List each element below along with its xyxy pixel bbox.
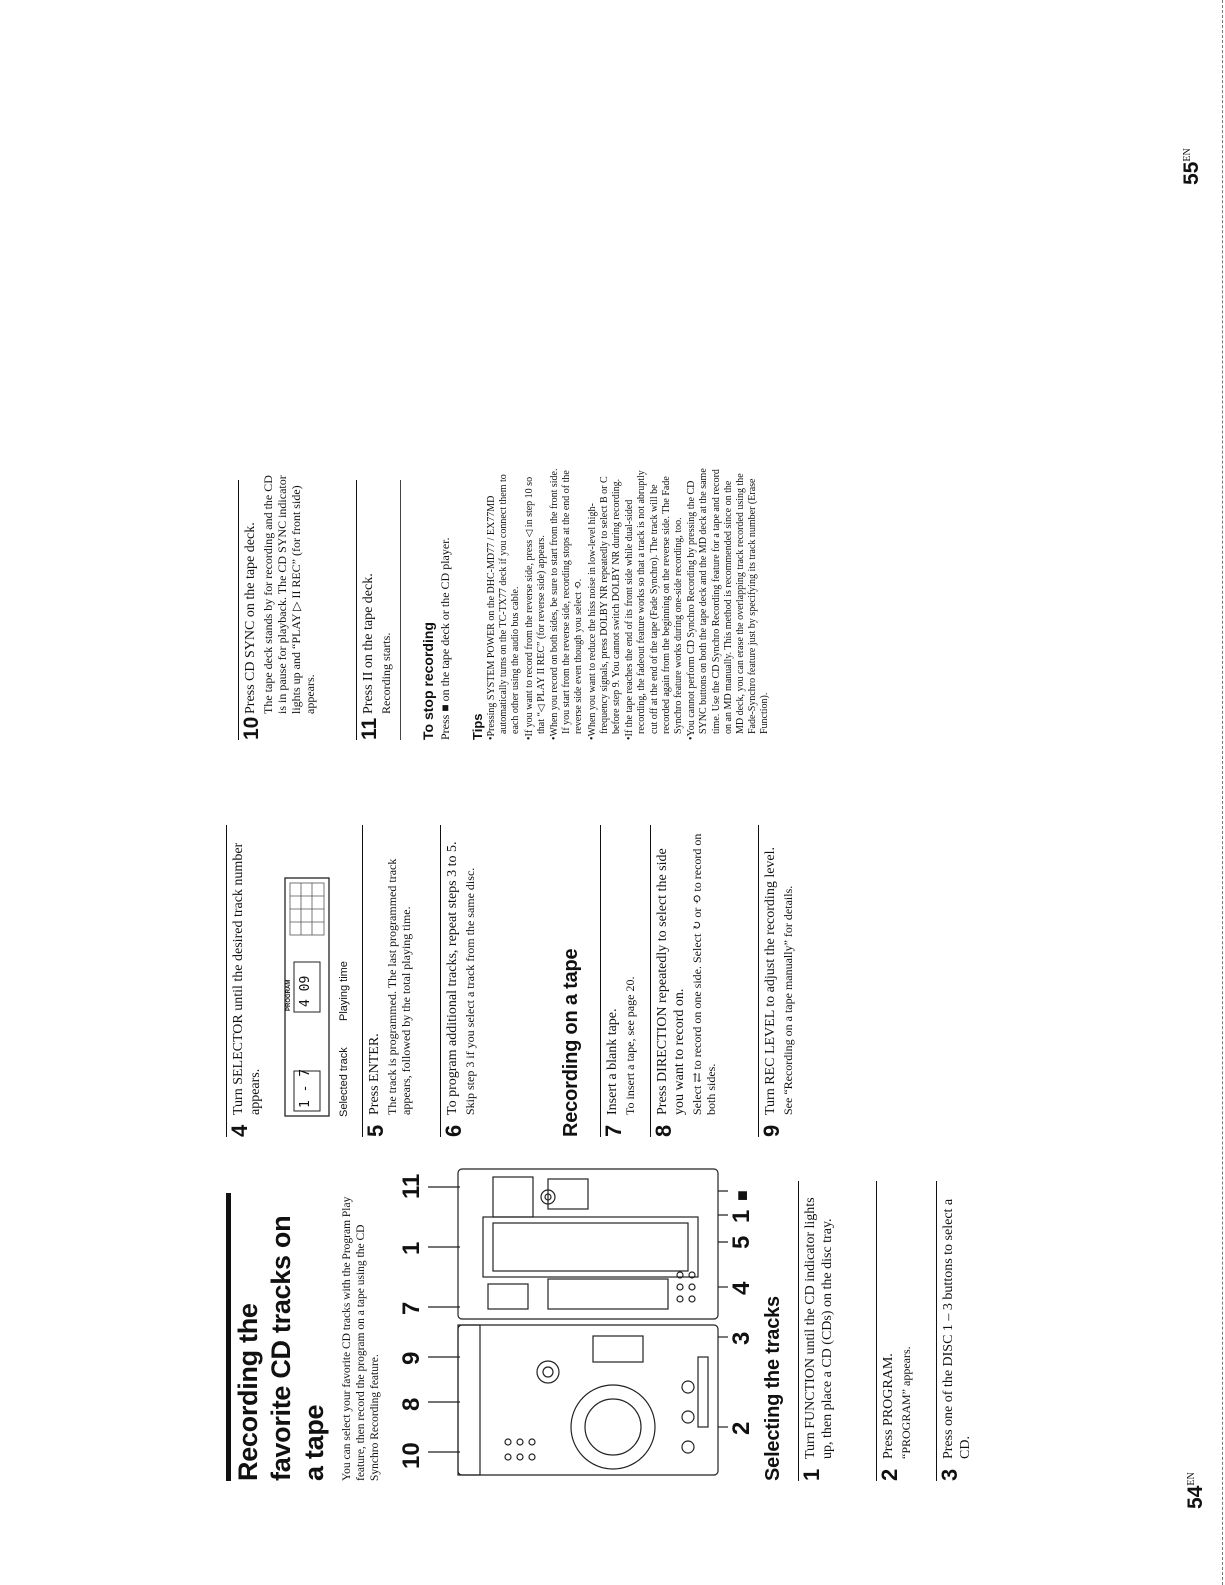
step-10: [240, 470, 352, 740]
step-7-sub: To insert a tape, see page 20.: [623, 976, 637, 1115]
step-7-number: 7: [601, 1124, 626, 1137]
step-3-number: 3: [937, 1468, 962, 1481]
page-number-right-suffix: EN: [1182, 148, 1193, 162]
step-3: [938, 1181, 988, 1481]
step-1-text: Turn FUNCTION until the CD indicator lights up, then place a CD (CDs) on the disc tray.: [803, 1197, 835, 1459]
step-6-text: To program additional tracks, repeat steps 3 to 5.: [445, 841, 460, 1115]
section-heading-recording: Recording on a tape: [560, 948, 582, 1137]
step-9-rule: [758, 825, 759, 1137]
step-10-text: Press CD SYNC on the tape deck.: [243, 522, 258, 714]
step-10-rule: [238, 480, 239, 740]
step-5: [364, 825, 438, 1137]
step-4-number: 4: [227, 1124, 252, 1137]
step-5-rule: [362, 825, 363, 1137]
step-4-rule: [226, 825, 227, 1137]
stereo-system-illustration: [398, 1165, 728, 1487]
step-1: [800, 1181, 872, 1481]
tip-6: •You cannot perform CD Synchro Recording by pressing the CD SYNC buttons on both the tape deck and the MD deck at the same time. Use the CD Synchro Recording feature for a tape and record on an MD manually. This method is recommended since on the MD deck, you can erase the overlapping track recorded using the Fade-Synchro feature just by specifying its track number (Erase Function).: [686, 468, 771, 740]
section-heading-selecting: Selecting the tracks: [762, 1296, 784, 1481]
tip-4: •When you want to reduce the hiss noise in low-level high-frequency signals, press DOLBY NR repeatedly to select B or C before step 9. You cannot switch DOLBY NR during recording.: [586, 476, 623, 740]
callout-3: 3: [728, 1331, 755, 1345]
page-number-left-value: 54: [1184, 1485, 1207, 1509]
callout-stop: ■: [732, 1190, 752, 1201]
callout-10: 10: [398, 1442, 425, 1469]
step-8: [652, 825, 752, 1137]
tip-1: •Pressing SYSTEM POWER on the DHC-MD77 / EX77MD automatically turns on the TC-TX77 deck if you connect them to each other using the audio bus cable.: [486, 474, 522, 740]
step-6-sub: Skip step 3 if you select a track from the same disc.: [463, 867, 477, 1115]
page-number-left-suffix: EN: [1186, 1472, 1197, 1486]
step-2: [878, 1181, 932, 1481]
tips-list: [486, 468, 773, 740]
display-program-label: PROGRAM: [286, 979, 292, 1011]
stop-recording-heading: To stop recording: [420, 622, 436, 740]
step-9-text: Turn REC LEVEL to adjust the recording level.: [763, 846, 778, 1115]
step-4: [228, 825, 278, 1137]
tips-heading: Tips: [470, 713, 485, 740]
tip-2: •If you want to record from the reverse side, press ◁ in step 10 so that “◁ PLAY II REC” (for reverse side) appears.: [523, 476, 547, 740]
stereo-system-drawing: [398, 1165, 728, 1487]
title-rule: [226, 1193, 231, 1481]
program-display: [284, 877, 354, 1117]
step-2-rule: [876, 1181, 877, 1481]
step-11-rule: [356, 480, 357, 740]
step-1-rule: [798, 1181, 799, 1481]
callout-11: 11: [398, 1173, 425, 1199]
intro-paragraph: You can select your favorite CD tracks with the Program Play feature, then record the program on a tape using the CD Synchro Recording feature.: [341, 1196, 381, 1481]
step-2-text: Press PROGRAM.: [881, 1353, 896, 1459]
step-7-text: Insert a blank tape.: [605, 1008, 620, 1115]
callout-7: 7: [398, 1301, 425, 1315]
step-6: [442, 825, 512, 1137]
tip-3: •When you record on both sides, be sure to start from the front side. If you start from the reverse side, recording stops at the end of the reverse side even though you select ⟲.: [549, 468, 585, 740]
step-9-number: 9: [759, 1124, 784, 1137]
step-5-text: Press ENTER.: [367, 1033, 382, 1115]
display-caption-selected: Selected track: [338, 1047, 350, 1117]
step-8-text: Press DIRECTION repeatedly to select the side you want to record on.: [655, 848, 687, 1115]
page-title: [232, 1181, 331, 1481]
bottom-callouts: [728, 1165, 758, 1487]
step-11-sub: Recording starts.: [379, 632, 393, 714]
stop-rule: [400, 480, 401, 740]
step-11-number: 11: [358, 717, 381, 740]
callout-8: 8: [398, 1397, 425, 1411]
step-10-number: 10: [240, 716, 263, 740]
step-5-number: 5: [363, 1124, 388, 1137]
page-number-left: [1184, 1472, 1208, 1509]
display-caption-time: Playing time: [338, 961, 350, 1021]
step-7-rule: [600, 825, 601, 1137]
callout-9: 9: [398, 1351, 425, 1365]
callout-2: 2: [728, 1421, 755, 1435]
step-6-number: 6: [441, 1124, 466, 1137]
step-9-sub: See “Recording on a tape manually” for details.: [781, 885, 795, 1115]
step-11-text: Press II on the tape deck.: [361, 573, 376, 714]
step-10-sub: The tape deck stands by for recording and the CD is in pause for playback. The CD SYNC indicator lights up and “PLAY ▷ II REC” (for front side) appears.: [261, 475, 317, 714]
title-line-3: a tape: [299, 1404, 329, 1481]
title-line-2: favorite CD tracks on: [266, 1215, 296, 1481]
step-8-number: 8: [651, 1124, 676, 1137]
step-11: [358, 470, 398, 740]
step-8-rule: [650, 825, 651, 1137]
callout-4: 4: [728, 1281, 755, 1295]
callout-1: 1: [398, 1241, 425, 1255]
step-2-sub: “PROGRAM” appears.: [899, 1346, 913, 1459]
step-7: [602, 825, 640, 1137]
step-5-sub: The track is programmed. The last programmed track appears, followed by the total playing time.: [385, 858, 413, 1115]
scan-edge-line: [1222, 0, 1223, 1585]
step-1-number: 1: [799, 1468, 824, 1481]
callout-5: 5: [728, 1235, 755, 1249]
stop-recording-text: Press ■ on the tape deck or the CD player.: [438, 537, 452, 740]
step-3-rule: [936, 1181, 937, 1481]
page-number-right: [1180, 148, 1204, 185]
display-time-value: 4 09: [298, 975, 313, 1007]
step-2-number: 2: [877, 1468, 902, 1481]
tip-5: •If the tape reaches the end of its front side while dual-sided recording, the fadeout feature works so that a track is not abruptly cut off at the end of the tape (Fade Synchro). The track will be recorded again from the beginning on the reverse side. The Fade Synchro feature works during one-side recording, too.: [624, 470, 685, 740]
step-9: [760, 825, 830, 1137]
page-number-right-value: 55: [1180, 161, 1203, 185]
display-selected-value: 1 - 7: [298, 1068, 313, 1108]
step-8-sub: Select ⇄ to record on one side. Select ↻ or ⟲ to record on both sides.: [690, 833, 718, 1115]
callout-1b: 1: [728, 1209, 755, 1223]
title-line-1: Recording the: [233, 1303, 263, 1481]
step-3-text: Press one of the DISC 1 – 3 buttons to select a CD.: [941, 1198, 973, 1459]
step-6-rule: [440, 825, 441, 1137]
step-4-text: Turn SELECTOR until the desired track number appears.: [231, 842, 263, 1115]
